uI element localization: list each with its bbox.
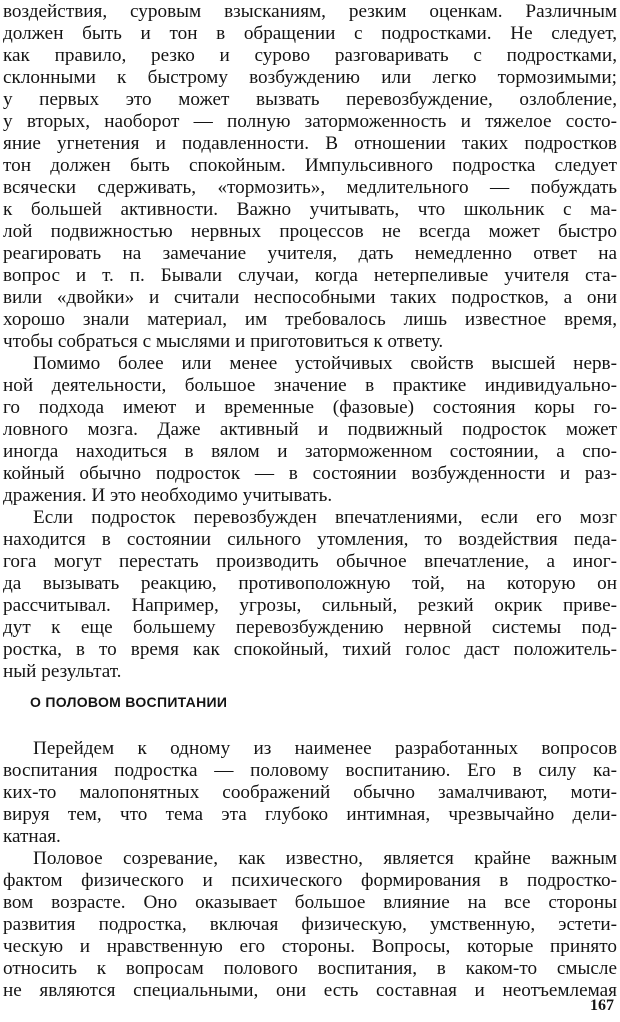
text-line: Если подросток перевозбужден впечатлениями, если его мозг xyxy=(33,507,617,528)
text-line: го подхода имеют и временные (фазовые) состояния коры го- xyxy=(3,397,617,418)
text-line: склонными к быстрому возбуждению или легко тормозимыми; xyxy=(3,67,617,88)
text-line: Перейдем к одному из наименее разработанных вопросов xyxy=(33,738,617,759)
text-line: вируя тем, что тема эта глубоко интимная, чрезвычайно дели- xyxy=(3,804,617,825)
text-line: ких-то малопонятных соображений обычно замалчивают, моти- xyxy=(3,782,617,803)
text-line: находится в состоянии сильного утомления, то воздействия педа- xyxy=(3,529,617,550)
text-line: дражения. И это необходимо учитывать. xyxy=(3,485,333,506)
text-line: вопрос и т. п. Бывали случаи, когда нетерпеливые учителя ста- xyxy=(3,265,617,286)
text-line: лой подвижностью нервных процессов не всегда может быстро xyxy=(3,221,617,242)
text-line: катная. xyxy=(3,826,61,847)
text-line: ной деятельности, большое значение в практике индивидуально- xyxy=(3,375,617,396)
text-line: иногда находиться в вялом и заторможенном состоянии, а спо- xyxy=(3,441,617,462)
paragraph-3 xyxy=(3,507,617,683)
text-line: к большей активности. Важно учитывать, что школьник с ма- xyxy=(3,199,617,220)
text-line: Половое созревание, как известно, является крайне важным xyxy=(33,848,617,869)
text-line: воздействия, суровым взысканиям, резким оценкам. Различным xyxy=(3,1,617,22)
text-line: гога могут перестать производить обычное впечатление, а иног- xyxy=(3,551,617,572)
text-line: чтобы собраться с мыслями и приготовиться к ответу. xyxy=(3,331,444,352)
section-paragraph-1 xyxy=(3,738,617,848)
text-line: относить к вопросам полового воспитания, в каком-то смысле xyxy=(3,958,617,979)
text-line: реагировать на замечание учителя, дать немедленно ответ на xyxy=(3,243,617,264)
paragraph-1 xyxy=(3,1,617,353)
text-line: у первых это может вызвать перевозбуждение, озлобление, xyxy=(3,89,617,110)
text-line: да вызывать реакцию, противоположную той, на которую он xyxy=(3,573,617,594)
paragraph-2 xyxy=(3,353,617,507)
section-paragraph-2 xyxy=(3,848,617,1002)
text-line: фактом физического и психического формирования в подростко- xyxy=(3,870,617,891)
text-line: развития подростка, включая физическую, умственную, эстети- xyxy=(3,914,617,935)
text-line: всячески сдерживать, «тормозить», медлительного — побуждать xyxy=(3,177,617,198)
text-line: рассчитывал. Например, угрозы, сильный, резкий окрик приве- xyxy=(3,595,617,616)
text-line: воспитания подростка — половому воспитанию. Его в силу ка- xyxy=(3,760,617,781)
text-line: хорошо знали материал, им требовалось лишь известное время, xyxy=(3,309,617,330)
text-line: как правило, резко и сурово разговаривать с подростками, xyxy=(3,45,617,66)
text-line: ческую и нравственную его стороны. Вопросы, которые принято xyxy=(3,936,617,957)
text-line: вили «двойки» и считали неспособными таких подростков, а они xyxy=(3,287,617,308)
section-heading: О ПОЛОВОМ ВОСПИТАНИИ xyxy=(30,694,228,710)
text-line: тон должен быть спокойным. Импульсивного подростка следует xyxy=(3,155,617,176)
text-line: ростка, в то время как спокойный, тихий голос даст положитель- xyxy=(3,639,617,660)
text-line: койный обычно подросток — в состоянии возбужденности и раз- xyxy=(3,463,617,484)
text-line: вом возрасте. Оно оказывает большое влияние на все стороны xyxy=(3,892,617,913)
page-number: 167 xyxy=(590,997,614,1014)
text-line: Помимо более или менее устойчивых свойств высшей нерв- xyxy=(33,353,617,374)
text-line: не являются специальными, они есть составная и неотъемлемая xyxy=(3,980,617,1001)
text-line: должен быть и тон в обращении с подростками. Не следует, xyxy=(3,23,617,44)
text-line: ловного мозга. Даже активный и подвижный подросток может xyxy=(3,419,617,440)
text-line: дут к еще большему перевозбуждению нервной системы под- xyxy=(3,617,617,638)
text-line: у вторых, наоборот — полную заторможенность и тяжелое состо- xyxy=(3,111,617,132)
text-line: ный результат. xyxy=(3,661,122,682)
text-line: яние угнетения и подавленности. В отношении таких подростков xyxy=(3,133,617,154)
